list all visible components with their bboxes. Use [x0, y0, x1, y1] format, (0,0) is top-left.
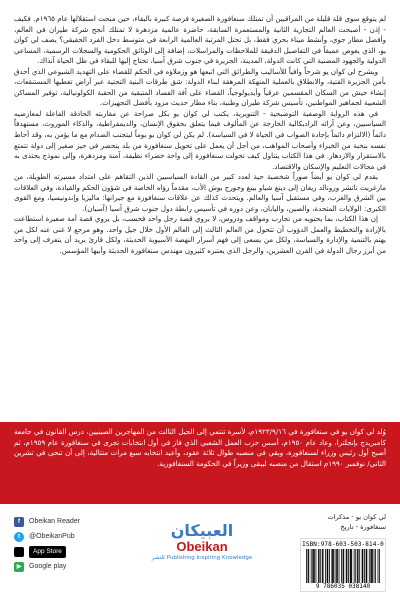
- barcode-bar: [313, 549, 314, 583]
- barcode-bar: [308, 549, 309, 583]
- barcode-bar: [329, 549, 330, 583]
- publisher-name-ar: العبيكان: [170, 521, 234, 540]
- social-google-play[interactable]: [14, 559, 124, 574]
- barcode-bar: [379, 549, 380, 583]
- barcode-bar: [359, 549, 360, 583]
- barcode-bar: [316, 549, 317, 583]
- social-twitter[interactable]: [14, 529, 124, 544]
- google-play-icon: ▶: [14, 562, 24, 572]
- barcode-bar: [364, 549, 365, 583]
- barcode-bar: [327, 549, 328, 583]
- barcode-bar: [374, 549, 375, 583]
- publisher-name-en: Obeikan: [176, 539, 228, 554]
- twitter-icon: t: [14, 532, 24, 542]
- barcode-bar: [347, 549, 348, 583]
- barcode-bar: [314, 549, 315, 583]
- barcode-bar: [337, 549, 338, 583]
- author-bio: وُلد لي كوان يو في سنغافورة في ١٩٢٣/٩/١٦م، لأسرة تنتمي إلى الجيل الثالث من المهاجرين الصينيين، درس القانون في جامعة كامبريدج بإنجلترا، وعاد عام ١٩٥٠م، أسس حزب العمل الشعبي الذي فاز في أول انتخابات تجرى في سنغافورة عام ١٩٥٩م، ثم أصبح أول رئيس وزراء لسنغافورة، وبقي في منصبه طوال ثلاثة عقود، وأعيد انتخابه سبع مرات متتالية، إلى أن تنحى في تشرين الثاني/ نوفمبر ١٩٩٠م استقال من منصبه ليبقى وزيراً في الحكومة السنغافورية.: [14, 427, 386, 468]
- barcode-bar: [319, 549, 320, 583]
- barcode-bar: [311, 549, 312, 583]
- barcode-bar: [312, 549, 313, 583]
- barcode-bar: [331, 549, 332, 583]
- social-links: [14, 514, 124, 574]
- barcode-bar: [339, 549, 340, 583]
- barcode-bar: [366, 549, 367, 583]
- barcode-bar: [335, 549, 336, 583]
- barcode-bar: [362, 549, 363, 583]
- barcode-bar: [369, 549, 370, 583]
- barcode-bar: [362, 549, 363, 583]
- barcode-bar: [370, 549, 371, 583]
- barcode-bar: [371, 549, 372, 583]
- blurb-paragraph-4: يقدم لي كوان يو أيضاً صوراً شخصية حية لعدد كبير من القادة السياسيين الذين التقاهم على امتداد مسيرته الطويلة، من مارغريت تاتشر ورونالد ريغان إلى دينغ شياو بينغ وجورج بوش الأب، مقدماً رؤاه الخاصة في شؤون الحكم والقيادة، وفي العلاقات بين الشرق والغرب، وفي مستقبل آسيا والعالم. ويتحدث كذلك عن علاقات سنغافورة مع جيرانها: ماليزيا وإندونيسيا، ومع القوى الكبرى: الولايات المتحدة، والصين، واليابان، وعن دوره في تأسيس رابطة دول جنوب شرق آسيا (آسيان).: [14, 172, 386, 213]
- barcode-bar: [322, 549, 323, 583]
- category-item: سنغافورة - تاريخ: [340, 523, 386, 531]
- barcode-bar: [343, 549, 344, 583]
- barcode-bar: [357, 549, 358, 583]
- barcode-bar: [350, 549, 351, 583]
- barcode-bar: [318, 549, 319, 583]
- barcode-bar: [355, 549, 356, 583]
- barcode-bar: [333, 549, 334, 583]
- blurb-text: [14, 14, 386, 420]
- publisher-tagline: للنشر Publishing Inspiring Knowledge: [151, 555, 253, 561]
- barcode-bar: [346, 549, 347, 583]
- barcode-bar: [327, 549, 328, 583]
- barcode-bar: [366, 549, 367, 583]
- barcode-bar: [320, 549, 321, 583]
- social-facebook[interactable]: [14, 514, 124, 529]
- barcode-bar: [354, 549, 355, 583]
- barcode-bar: [348, 549, 349, 583]
- barcode-bar: [351, 549, 352, 583]
- categories: [246, 512, 386, 532]
- barcode-bar: [332, 549, 333, 583]
- barcode-bar: [341, 549, 342, 583]
- barcode-bar: [323, 549, 324, 583]
- barcode-bar: [336, 549, 337, 583]
- barcode-bar: [375, 549, 376, 583]
- barcode-bar: [343, 549, 344, 583]
- publisher-logo: [150, 512, 254, 588]
- social-label: Google play: [29, 563, 67, 570]
- blurb-paragraph-5: إن هذا الكتاب، بما يحتويه من تجارب ومواقف ودروس، لا يروي قصة رجل واحد فحسب، بل يروي قصة أمة صغيرة استطاعت بالإرادة والتخطيط والعمل الدؤوب أن تتحول من العالم الثالث إلى العالم الأول خلال جيل واحد. وهو مرجع لا غنى عنه لكل من يهتم بالتنمية والإدارة والسياسة، ولكل من يسعى إلى فهم أسرار النهضة الآسيوية الحديثة، ولكل قارئ يريد أن يتعرف إلى واحد من أبرز رجال الدولة في القرن العشرين، والرجل الذي يعتبره كثيرون مهندس سنغافورة الحديثة وأبيها المؤسس.: [14, 214, 386, 256]
- barcode-bar: [378, 549, 379, 583]
- blurb-paragraph-3: في هذه الرواية الوصفية التوضيحية - التنويرية، يكتب لي كوان يو بكل صراحة عن مقاربته الحاذقة الفاعلة لمعارضيه السياسيين، وعن آرائه الراديكالية الخارجة عن المألوف فيما يتعلق بحقوق الإنسان، والديمقراطية، والذكاء الموروث، مستهدفاً دائماً (الالتزام دائماً بإجادة الصواب في الحياة لا في السياسة). لم يكن لي كوان يو يوماً ليتجنب الصدام مع ما يؤمن به، وقد أحاط نفسه بنخبة من الخبراء وأصحاب المواهب، من أجل أن يعمل على تحويل سنغافورة من بلد ينحصر في حيز صغير إلى دولة تتمتع بالاستقرار والازدهار. في هذا الكتاب يتناول كيف تحولت سنغافورة إلى واحة خضراء نظيفة، آمنة ومزدهرة، وإلى نموذج يحتذى به في مجالات التعليم والإسكان والاقتصاد.: [14, 108, 386, 171]
- barcode-image: [306, 549, 380, 583]
- barcode-bar: [351, 549, 352, 583]
- category-item: لي كوان يو - مذكرات: [327, 513, 386, 521]
- facebook-icon: f: [14, 517, 24, 527]
- app-store-badge: App Store: [29, 546, 66, 558]
- barcode-bar: [358, 549, 359, 583]
- barcode-bar: [372, 549, 373, 583]
- apple-icon: [14, 547, 24, 557]
- isbn-label: ISBN:978-603-503-814-0: [302, 541, 384, 548]
- social-label: @ObeikanPub: [29, 533, 75, 540]
- barcode-bar: [325, 549, 326, 583]
- social-label: Obeikan Reader: [29, 518, 80, 525]
- barcode-digits: 9 786035 038140: [315, 583, 371, 590]
- isbn-barcode: [300, 538, 386, 592]
- barcode-bar: [306, 549, 307, 583]
- blurb-paragraph-2: ويشرح لي كوان يو شرحاً وافياً للأساليب والطرائق التي اتبعها هو وزملاؤه في الحكم للقضاء على التهديد الشيوعي الذي أحدق بأمن الجزيرة الفتية، والانطلاق بالعملية المنهكة المرهقة لبناء الدولة: شق طرقات البنية التحتية عبر أراض تغطيها المستنقعات، إنشاء جيش من السكان المقسمين عرقياً وأيديولوجياً، القضاء على آفة الفساد المتبقية من الحقبة الكولونيالية، توفير المساكن الشعبية لجماهير المواطنين، تأسيس شركة طيران وطنية، بناء مطار حديث مزود بأفضل التجهيزات.: [14, 66, 386, 108]
- blurb-paragraph-1: لم يتوقع سوى قلة قليلة من المراقبين أن تمتلك سنغافورة الصغيرة فرصة كبيرة بالبقاء، حين منحت استقلالها عام ١٩٦٥م. فكيف - إذن - أصبحت العالم التجارية الثانية والمستعمرة السابقة، حاضرة عالمية مزدهرة لا تمتلك أنجح شركة طيران في العالم، وأفضل مطار جوي، وأنشط ميناء بحري فقط، بل تحتل المرتبة العالمية الرابعة في متوسط دخل الفرد الحقيقي؟ يصف لي كوان يو، الذي يغوص عميقاً في التفاصيل الدقيقة للملاحظات والمراسلات، إضافة إلى الوثائق الحكومية والسجلات الرسمية، المساعي الدولية والجهود المضنية التي كانت الدولة، المدينة، الجزيرة في جنوب شرق آسيا، تحتاج إليها للبقاء في ظل الحياة آنذاك.: [14, 14, 386, 66]
- social-app-store[interactable]: [14, 544, 124, 559]
- barcode-bar: [308, 549, 309, 583]
